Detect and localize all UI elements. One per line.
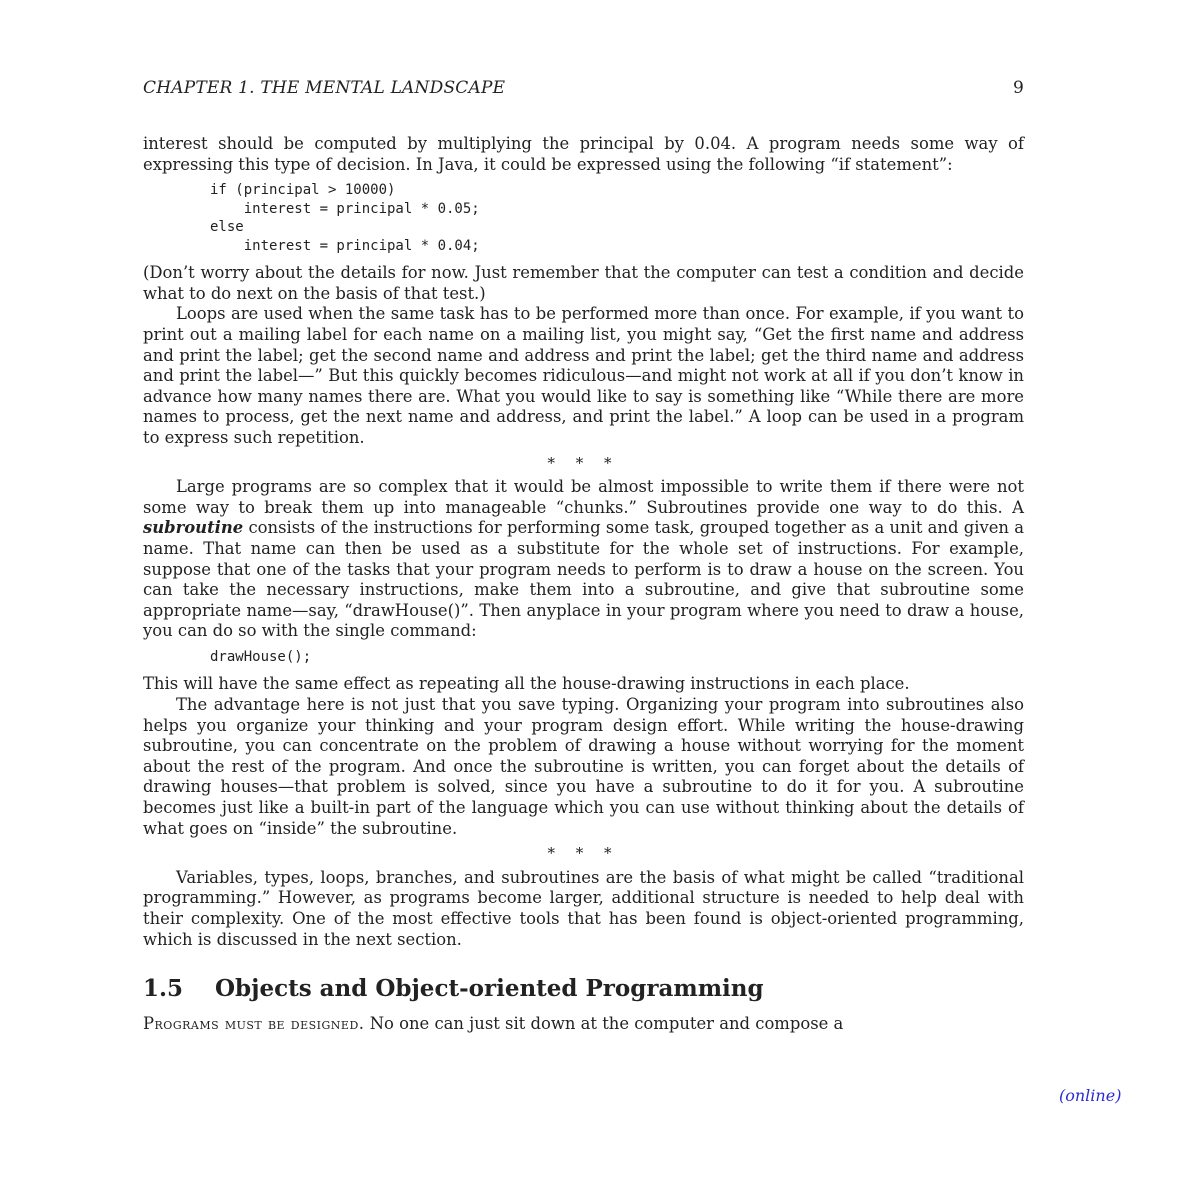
paragraph-programs-designed: [143, 1014, 1024, 1035]
section-title: Objects and Object-oriented Programming: [215, 975, 764, 1003]
code-line: interest = principal * 0.05;: [210, 200, 480, 217]
section-heading: [143, 974, 1024, 1004]
code-line: else: [210, 219, 244, 236]
paragraph-traditional: Variables, types, loops, branches, and subroutines are the basis of what might be called “traditional programming.” However, as programs become larger, additional structure is needed to help deal with their complexity. One of the most effective tools that has been found is object-oriented programming, which is discussed in the next section.: [143, 867, 1024, 949]
page-body: [143, 134, 1024, 1035]
code-line: if (principal > 10000): [210, 182, 396, 199]
paragraph-dont-worry: (Don’t worry about the details for now. Just remember that the computer can test a condition and decide what to do next on the basis of that test.): [143, 263, 1024, 303]
text-span: consists of the instructions for performing some task, grouped together as a unit and given a name. That name can then be used as a substitute for the whole set of instructions. For example, suppose that one of the tasks that your program needs to perform is to draw a house on the screen. You can take the necessary instructions, make them into a subroutine, and give that subroutine some appropriate name—say, “drawHouse()”. Then anyplace in your program where you need to draw a house, you can do so with the single command:: [143, 518, 1024, 641]
code-block-if: [210, 181, 1024, 255]
section-separator: * * *: [547, 453, 620, 472]
text-span: No one can just sit down at the computer and compose a: [364, 1014, 844, 1034]
running-title: CHAPTER 1. THE MENTAL LANDSCAPE: [143, 78, 506, 98]
text-span: Large programs are so complex that it would be almost impossible to write them if there were not some way to break them up into manageable “chunks.” Subroutines provide one way to do this. A: [143, 477, 1024, 517]
paragraph-loops: Loops are used when the same task has to be performed more than once. For example, if you want to print out a mailing label for each name on a mailing list, you might say, “Get the first name and address and print the label; get the second name and address and print the label; get the third name and address and print the label—” But this quickly becomes ridiculous—and might not work at all if you don’t know in advance how many names there are. What you would like to say is something like “While there are more names to process, get the next name and address, and print the label.” A loop can be used in a program to express such repetition.: [143, 304, 1024, 447]
section-number: 1.5: [143, 975, 184, 1003]
paragraph-subroutines: [143, 477, 1024, 642]
online-link[interactable]: (online): [1059, 1086, 1122, 1105]
code-line: interest = principal * 0.04;: [210, 237, 480, 254]
section-separator: * * *: [547, 844, 620, 863]
code-block-drawhouse: [210, 648, 1024, 667]
paragraph-advantage: The advantage here is not just that you save typing. Organizing your program into subroutines also helps you organize your thinking and your program design effort. While writing the house-drawing subroutine, you can concentrate on the problem of drawing a house without worrying for the moment about the rest of the program. And once the subroutine is written, you can forget about the details of drawing houses—that problem is solved, since you have a subroutine to do it for you. A subroutine becomes just like a built-in part of the language which you can use without thinking about the details of what goes on “inside” the subroutine.: [143, 694, 1024, 838]
running-header: [143, 78, 1024, 98]
paragraph-same-effect: This will have the same effect as repeating all the house-drawing instructions in each place.: [143, 674, 910, 694]
lead-in-smallcaps: Programs must be designed.: [143, 1014, 365, 1034]
defined-term: subroutine: [143, 518, 244, 538]
page-number: 9: [1012, 78, 1024, 98]
code-line: drawHouse();: [210, 648, 312, 665]
paragraph-if-statement: interest should be computed by multiplying the principal by 0.04. A program needs some way of expressing this type of decision. In Java, it could be expressed using the following “if statement”:: [143, 134, 1024, 174]
